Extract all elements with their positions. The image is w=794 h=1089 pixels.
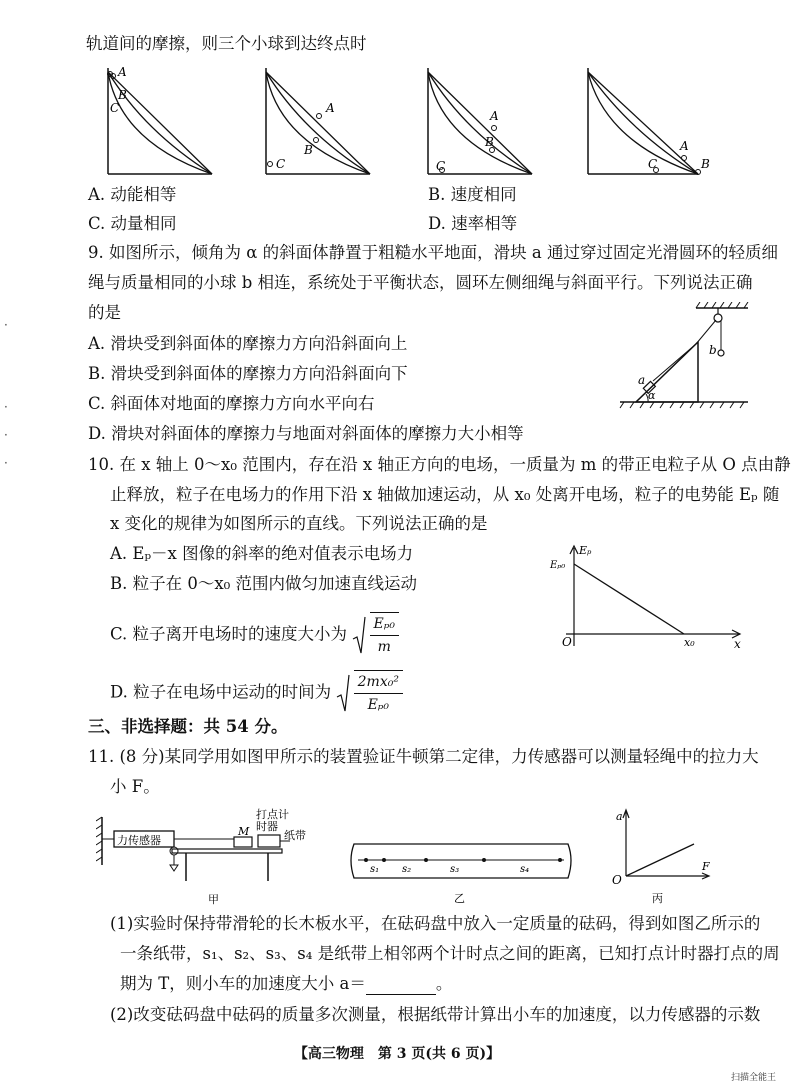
q8-fig1-label-a: A (118, 65, 127, 79)
q11-part2-line1: (2)改变砝码盘中砝码的质量多次测量，根据纸带计算出小车的加速度，以力传感器的示数 (110, 1005, 761, 1024)
q8-fig4-label-c: C (648, 157, 658, 171)
page-footer: 【高三物理 第 3 页(共 6 页)】 (293, 1046, 501, 1062)
q10-option-c-fraction (370, 612, 399, 658)
q10-stem-line1: 10. 在 x 轴上 0～x₀ 范围内，存在沿 x 轴正方向的电场，一质量为 m 的带正电粒子从 O 点由静 (88, 455, 791, 474)
q11-figa-caption: 甲 (208, 893, 219, 905)
q8-option-a: A. 动能相等 (88, 185, 177, 204)
q11-figa-tape-label: 纸带 (284, 829, 306, 842)
q10-option-d-numerator: 2mx₀² (354, 671, 403, 694)
q9-option-b: B. 滑块受到斜面体的摩擦力方向沿斜面向下 (88, 364, 408, 383)
q10-option-b: B. 粒子在 0～x₀ 范围内做匀加速直线运动 (110, 574, 418, 593)
q11-figb-s4: s₄ (520, 864, 530, 875)
q11-figa-timer-label-1: 打点计 (256, 808, 289, 821)
q11-part1-line3-text: 期为 T，则小车的加速度大小 a＝ (120, 974, 366, 993)
q8-figure-3 (420, 62, 540, 180)
q11-figc-a-label: a (616, 810, 623, 823)
q9-label-a: a (638, 373, 646, 387)
q8-fig4-label-b: B (701, 157, 710, 171)
q10-graph-y-label: Eₚ (579, 544, 592, 557)
q8-fig3-label-a: A (490, 109, 499, 123)
q9-figure (608, 302, 758, 417)
edge-mark: · (4, 400, 8, 414)
q8-figure-4 (580, 62, 710, 180)
q9-option-a: A. 滑块受到斜面体的摩擦力方向沿斜面向上 (88, 334, 408, 353)
q9-stem-line3: 的是 (88, 303, 121, 322)
q9-stem-line1: 9. 如图所示，倾角为 α 的斜面体静置于粗糙水平地面，滑块 a 通过穿过固定光滑圆环的轻质细 (88, 243, 778, 262)
q8-figure-1 (100, 62, 220, 180)
q10-graph-x-label: x (734, 637, 741, 651)
q10-option-d (110, 670, 403, 716)
q11-part1-line3 (120, 973, 452, 995)
q11-figc-origin: O (612, 873, 622, 887)
q10-graph-y0-label: Eₚ₀ (550, 560, 566, 571)
q11-figure-a (96, 805, 316, 905)
q8-fig2-label-a: A (326, 101, 335, 115)
q11-part1-line2: 一条纸带，s₁、s₂、s₃、s₄ 是纸带上相邻两个计时点之间的距离，已知打点计时器打点的周 (120, 944, 780, 963)
q10-graph-x0-label: x₀ (684, 636, 695, 649)
q10-option-c-sqrt (352, 612, 399, 658)
q9-option-d: D. 滑块对斜面体的摩擦力与地面对斜面体的摩擦力大小相等 (88, 424, 524, 443)
edge-mark: · (4, 318, 8, 332)
q9-label-alpha: α (648, 389, 656, 402)
q10-option-c-denominator: m (377, 639, 391, 655)
q11-figa-m-label: M (238, 825, 250, 838)
edge-mark: · (4, 456, 8, 470)
q11-figb-s3: s₃ (450, 864, 460, 875)
q10-option-c-text: C. 粒子离开电场时的速度大小为 (110, 624, 348, 644)
q8-option-d: D. 速率相等 (428, 214, 518, 233)
q10-option-d-text: D. 粒子在电场中运动的时间为 (110, 682, 332, 702)
q11-stem-line2: 小 F。 (110, 777, 160, 796)
q8-tail: 轨道间的摩擦，则三个小球到达终点时 (86, 34, 367, 53)
q11-figa-timer-label-2: 时器 (256, 820, 278, 833)
q11-stem-line1: 11. (8 分)某同学用如图甲所示的装置验证牛顿第二定律，力传感器可以测量轻绳中的拉力大 (88, 747, 759, 766)
q8-fig1-label-c: C (110, 101, 120, 115)
section-3-title: 三、非选择题：共 54 分。 (88, 717, 288, 736)
q11-figc-f-label: F (702, 860, 710, 873)
q11-figc-caption: 丙 (652, 892, 663, 904)
q10-option-c (110, 612, 399, 658)
q10-stem-line3: x 变化的规律为如图所示的直线。下列说法正确的是 (110, 514, 488, 533)
q8-option-b: B. 速度相同 (428, 185, 517, 204)
edge-mark: · (4, 428, 8, 442)
q11-figb-s2: s₂ (402, 864, 412, 875)
q8-fig1-label-b: B (118, 88, 127, 102)
q8-option-c: C. 动量相同 (88, 214, 177, 233)
q11-part1-line3-end: 。 (435, 974, 453, 993)
q11-part1-line1: (1)实验时保持带滑轮的长木板水平，在砝码盘中放入一定质量的砝码，得到如图乙所示的 (110, 914, 761, 933)
q10-option-c-numerator: Eₚ₀ (370, 613, 399, 636)
q8-fig2-label-b: B (304, 143, 313, 157)
q11-figb-caption: 乙 (454, 892, 465, 905)
q10-option-d-denominator: Eₚ₀ (367, 697, 390, 713)
q10-option-a: A. Eₚ－x 图像的斜率的绝对值表示电场力 (110, 544, 414, 563)
scanner-watermark: 扫描全能王 (730, 1073, 776, 1083)
q8-fig4-label-a: A (680, 139, 689, 153)
q11-figure-c (608, 806, 718, 904)
q8-figure-2 (258, 62, 378, 180)
q11-figa-sensor-label: 力传感器 (117, 834, 161, 847)
answer-blank[interactable] (366, 980, 436, 995)
q9-option-c: C. 斜面体对地面的摩擦力方向水平向右 (88, 394, 375, 413)
q10-option-d-sqrt (336, 670, 403, 716)
q9-label-b: b (709, 343, 717, 357)
q8-fig3-label-c: C (436, 159, 446, 173)
q8-fig3-label-b: B (485, 135, 494, 149)
q11-figb-s1: s₁ (370, 864, 380, 875)
q10-stem-line2: 止释放，粒子在电场力的作用下沿 x 轴做加速运动，从 x₀ 处离开电场，粒子的电势能 Eₚ 随 (110, 485, 780, 504)
q10-option-d-fraction (354, 670, 403, 716)
q10-graph (548, 542, 748, 654)
q11-figure-b (346, 838, 576, 906)
q9-stem-line2: 绳与质量相同的小球 b 相连，系统处于平衡状态，圆环左侧细绳与斜面平行。下列说法正确 (88, 273, 753, 292)
q8-fig2-label-c: C (276, 157, 286, 171)
q10-graph-origin-label: O (562, 635, 572, 649)
